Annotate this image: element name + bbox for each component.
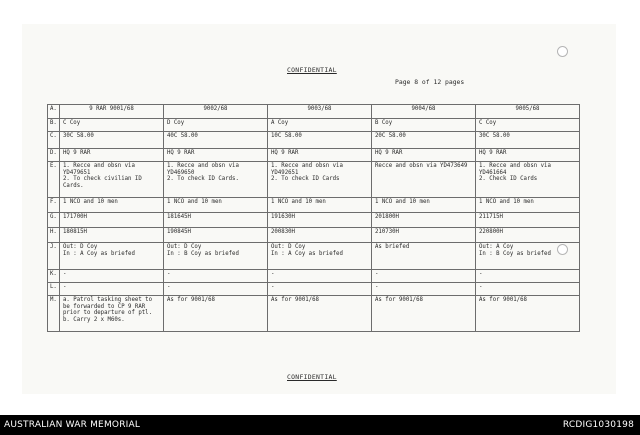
table-cell: 1 NCO and 10 men: [60, 198, 164, 213]
table-cell: 1 NCO and 10 men: [372, 198, 476, 213]
table-cell: 9 RAR 9001/68: [60, 105, 164, 119]
row-label: M.: [48, 296, 60, 332]
table-cell: 220800H: [476, 228, 580, 243]
table-cell: A Coy: [268, 119, 372, 132]
archive-institution: AUSTRALIAN WAR MEMORIAL: [4, 420, 141, 430]
table-row: [48, 213, 580, 228]
table-cell: a. Patrol tasking sheet to be forwarded to CP 9 RAR prior to departure of ptl. b. Carry 2 x M60s.: [60, 296, 164, 332]
table-cell: 9003/68: [268, 105, 372, 119]
table-cell: -: [60, 270, 164, 283]
table-cell: 171700H: [60, 213, 164, 228]
table-cell: -: [372, 283, 476, 296]
table-cell: 20C 58.00: [372, 132, 476, 149]
row-label: D.: [48, 149, 60, 162]
table-cell: -: [476, 270, 580, 283]
table-cell: 200830H: [268, 228, 372, 243]
table-cell: As for 9001/68: [164, 296, 268, 332]
table-cell: 1 NCO and 10 men: [164, 198, 268, 213]
page-number: Page 8 of 12 pages: [395, 78, 465, 86]
row-label: E.: [48, 162, 60, 198]
table-cell: -: [164, 270, 268, 283]
table-cell: As for 9001/68: [476, 296, 580, 332]
table-cell: -: [164, 283, 268, 296]
table-cell: 201800H: [372, 213, 476, 228]
table-cell: 1 NCO and 10 men: [268, 198, 372, 213]
table-cell: 30C 58.00: [60, 132, 164, 149]
table-row: [48, 243, 580, 270]
table-row: [48, 283, 580, 296]
table-cell: 40C 58.00: [164, 132, 268, 149]
table-cell: 180815H: [60, 228, 164, 243]
table-cell: Out: D Coy In : B Coy as briefed: [164, 243, 268, 270]
classification-top: CONFIDENTIAL: [287, 66, 337, 74]
table-row: [48, 162, 580, 198]
table-cell: HQ 9 RAR: [164, 149, 268, 162]
row-label: C.: [48, 132, 60, 149]
table-cell: 1. Recce and obsn via YD479651 2. To check civilian ID Cards.: [60, 162, 164, 198]
table-cell: As briefed: [372, 243, 476, 270]
row-label: L.: [48, 283, 60, 296]
table-row: [48, 149, 580, 162]
row-label: G.: [48, 213, 60, 228]
table-cell: Recce and obsn via YD473649: [372, 162, 476, 198]
patrol-schedule-table: [47, 104, 580, 332]
row-label: H.: [48, 228, 60, 243]
table-cell: HQ 9 RAR: [268, 149, 372, 162]
table-cell: -: [476, 283, 580, 296]
table-cell: HQ 9 RAR: [372, 149, 476, 162]
row-label: F.: [48, 198, 60, 213]
table-cell: B Coy: [372, 119, 476, 132]
archive-reference: RCDIG1030198: [562, 420, 634, 430]
archive-footer: [0, 415, 640, 435]
table-cell: As for 9001/68: [268, 296, 372, 332]
row-label: B.: [48, 119, 60, 132]
table-cell: 191630H: [268, 213, 372, 228]
table-cell: 1. Recce and obsn via YD469650 2. To check ID Cards.: [164, 162, 268, 198]
classification-bottom: CONFIDENTIAL: [287, 373, 337, 381]
row-label: A.: [48, 105, 60, 119]
table-cell: 10C 58.00: [268, 132, 372, 149]
table-cell: 211715H: [476, 213, 580, 228]
punch-hole: [557, 46, 568, 57]
table-cell: Out: D Coy In : A Coy as briefed: [268, 243, 372, 270]
table-cell: As for 9001/68: [372, 296, 476, 332]
table-row: [48, 198, 580, 213]
row-label: J.: [48, 243, 60, 270]
table-cell: D Coy: [164, 119, 268, 132]
table-cell: -: [60, 283, 164, 296]
table-cell: 1. Recce and obsn via YD492651 2. To check ID Cards: [268, 162, 372, 198]
table-cell: HQ 9 RAR: [60, 149, 164, 162]
table-cell: Out: D Coy In : A Coy as briefed: [60, 243, 164, 270]
table-row: [48, 119, 580, 132]
table-row: [48, 296, 580, 332]
table-row: [48, 105, 580, 119]
table-cell: 30C 58.00: [476, 132, 580, 149]
table-row: [48, 228, 580, 243]
table-cell: HQ 9 RAR: [476, 149, 580, 162]
table-cell: Out: A Coy In : B Coy as briefed: [476, 243, 580, 270]
table-cell: C Coy: [476, 119, 580, 132]
row-label: K.: [48, 270, 60, 283]
table-cell: 9002/68: [164, 105, 268, 119]
table-row: [48, 270, 580, 283]
table-cell: 181645H: [164, 213, 268, 228]
table-cell: -: [268, 270, 372, 283]
table-cell: 210730H: [372, 228, 476, 243]
table-cell: 190845H: [164, 228, 268, 243]
table-cell: 9004/68: [372, 105, 476, 119]
table-cell: C Coy: [60, 119, 164, 132]
table-cell: 1. Recce and obsn via YD461664 2. Check ID Cards: [476, 162, 580, 198]
table-row: [48, 132, 580, 149]
table-cell: -: [372, 270, 476, 283]
table-cell: -: [268, 283, 372, 296]
table-cell: 1 NCO and 10 men: [476, 198, 580, 213]
table-cell: 9005/68: [476, 105, 580, 119]
